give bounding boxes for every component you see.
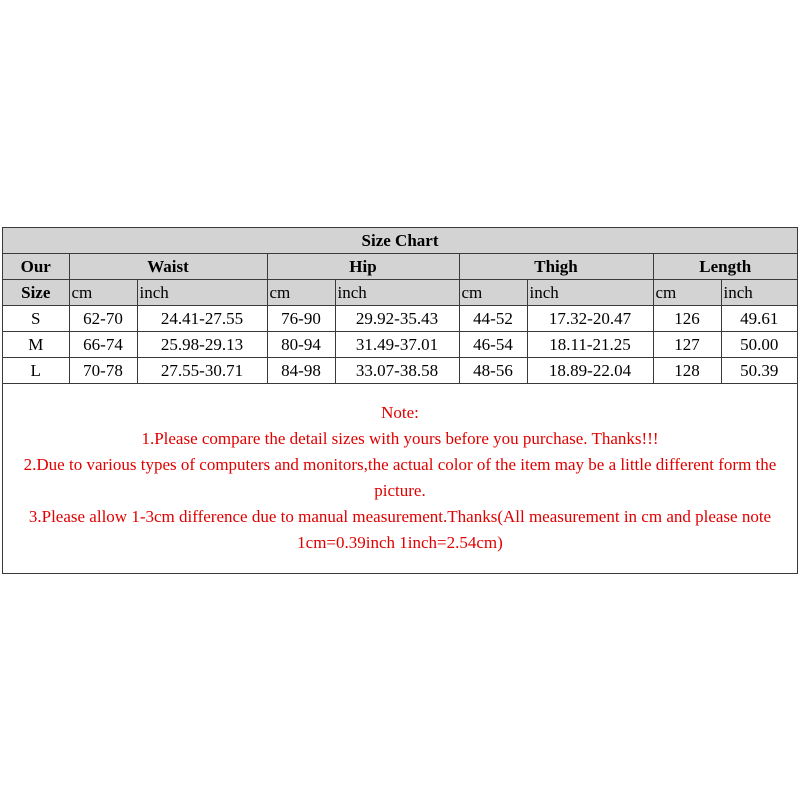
title-row [3, 228, 797, 254]
length-inch-cell: 50.39 [721, 358, 797, 384]
note-line-1: 1.Please compare the detail sizes with yours before you purchase. Thanks!!! [141, 429, 659, 448]
size-chart-frame [2, 227, 798, 574]
thigh-cm-cell: 44-52 [459, 306, 527, 332]
thigh-header: Thigh [459, 254, 653, 280]
thigh-cm-cell: 48-56 [459, 358, 527, 384]
thigh-inch-unit: inch [527, 280, 653, 306]
waist-cm-cell: 66-74 [69, 332, 137, 358]
waist-cm-cell: 70-78 [69, 358, 137, 384]
hip-cm-cell: 84-98 [267, 358, 335, 384]
hip-cm-cell: 80-94 [267, 332, 335, 358]
notes-section [3, 400, 797, 556]
waist-cm-cell: 62-70 [69, 306, 137, 332]
length-cm-cell: 126 [653, 306, 721, 332]
waist-inch-cell: 24.41-27.55 [137, 306, 267, 332]
length-cm-cell: 127 [653, 332, 721, 358]
size-column-header-bottom: Size [3, 280, 69, 306]
thigh-inch-cell: 18.11-21.25 [527, 332, 653, 358]
length-inch-unit: inch [721, 280, 797, 306]
hip-inch-cell: 29.92-35.43 [335, 306, 459, 332]
size-chart-title: Size Chart [3, 228, 797, 254]
hip-cm-unit: cm [267, 280, 335, 306]
size-cell: L [3, 358, 69, 384]
length-cm-unit: cm [653, 280, 721, 306]
hip-inch-cell: 33.07-38.58 [335, 358, 459, 384]
waist-inch-cell: 27.55-30.71 [137, 358, 267, 384]
thigh-cm-unit: cm [459, 280, 527, 306]
size-cell: S [3, 306, 69, 332]
thigh-cm-cell: 46-54 [459, 332, 527, 358]
hip-header: Hip [267, 254, 459, 280]
length-header: Length [653, 254, 797, 280]
size-chart-table [3, 228, 797, 384]
table-row [3, 358, 797, 384]
waist-cm-unit: cm [69, 280, 137, 306]
waist-inch-cell: 25.98-29.13 [137, 332, 267, 358]
note-line-3: 3.Please allow 1-3cm difference due to manual measurement.Thanks(All measurement in cm and please note 1cm=0.39inch 1inch=2.54cm) [28, 507, 772, 552]
table-row [3, 332, 797, 358]
thigh-inch-cell: 18.89-22.04 [527, 358, 653, 384]
note-line-2: 2.Due to various types of computers and monitors,the actual color of the item may be a little different form the picture. [23, 455, 777, 500]
hip-inch-unit: inch [335, 280, 459, 306]
length-inch-cell: 50.00 [721, 332, 797, 358]
hip-inch-cell: 31.49-37.01 [335, 332, 459, 358]
hip-cm-cell: 76-90 [267, 306, 335, 332]
length-cm-cell: 128 [653, 358, 721, 384]
note-heading: Note: [381, 403, 419, 422]
size-cell: M [3, 332, 69, 358]
header-row-units [3, 280, 797, 306]
table-row [3, 306, 797, 332]
header-row-groups [3, 254, 797, 280]
size-column-header-top: Our [3, 254, 69, 280]
thigh-inch-cell: 17.32-20.47 [527, 306, 653, 332]
waist-inch-unit: inch [137, 280, 267, 306]
length-inch-cell: 49.61 [721, 306, 797, 332]
waist-header: Waist [69, 254, 267, 280]
